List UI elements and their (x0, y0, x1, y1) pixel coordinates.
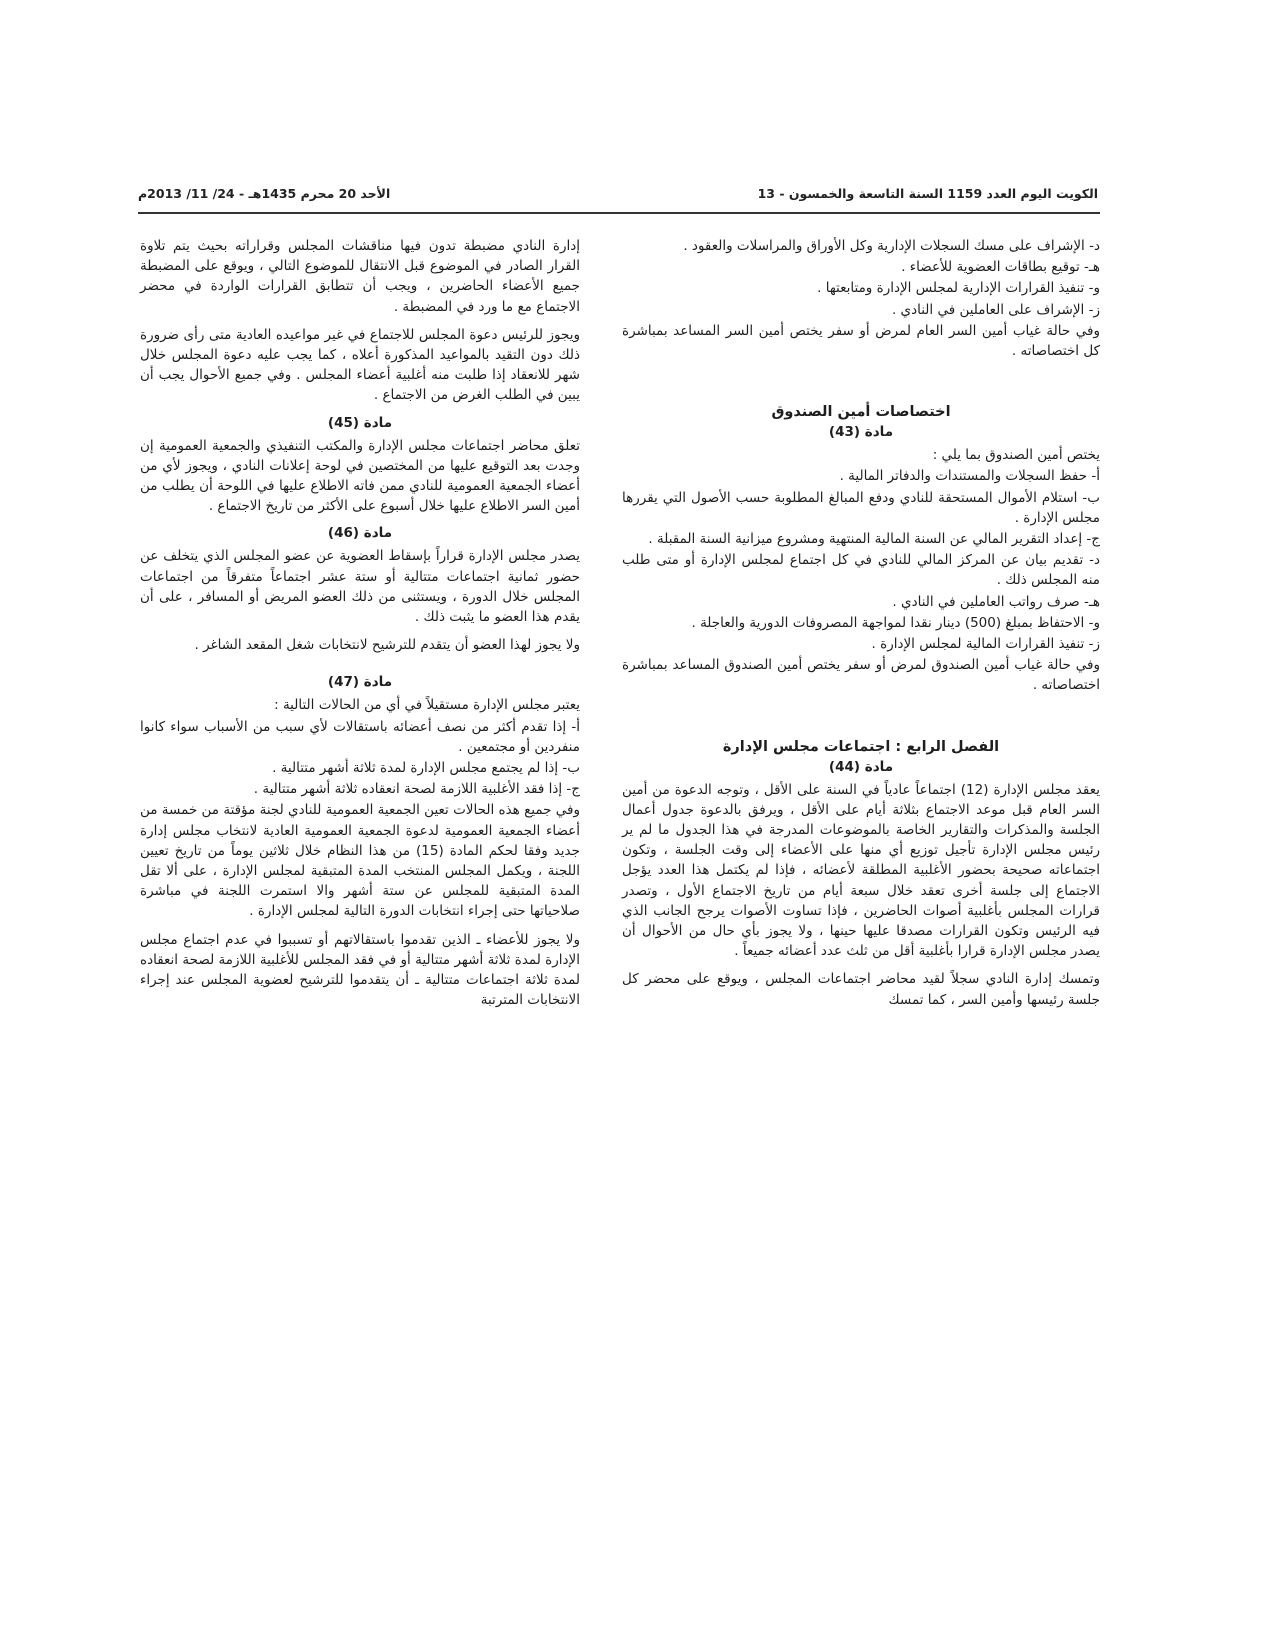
list-item: د- تقديم بيان عن المركز المالي للنادي في كل اجتماع لمجلس الإدارة أو متى طلب منه المجلس ذلك . (622, 552, 1100, 589)
page-header (138, 186, 1098, 212)
list-item: أ- إذا تقدم أكثر من نصف أعضائه باستقالات لأي سبب من الأسباب سواء كانوا منفردين أو مجتمعين . (140, 718, 580, 755)
article-label-43: مادة (43) (828, 424, 894, 441)
list-item: وفي حالة غياب أمين الصندوق لمرض أو سفر يختص أمين الصندوق المساعد بمباشرة اختصاصاته . (622, 657, 1100, 694)
article-text: يعقد مجلس الإدارة (12) اجتماعاً عادياً في السنة على الأقل ، وتوجه الدعوة من أمين السر العام قبل موعد الاجتماع بثلاثة أيام على الأقل ، ويرفق بالدعوة جدول أعمال الجلسة والمذكرات والتقارير الخاصة بالموضوعات المدرجة في هذا الجدول ما لم ير رئيس مجلس الإدارة تأجيل توزيع أي منها على الأعضاء إلى وقت الجلسة ، وتكون اجتماعاته صحيحة بحضور الأغلبية المطلقة لأعضائه ، فإذا لم يكتمل هذا العدد يؤجل الاجتماع إلى جلسة أخرى تعقد خلال سبعة أيام من تاريخ الاجتماع الأول ، وتصدر قرارات المجلس بأغلبية أصوات الحاضرين ، فإذا تساوت الأصوات يرجح الجانب الذي فيه الرئيس وتكون القرارات مصدقا عليها حينها ، ولا يجوز بأي حال من الأحوال أن يصدر مجلس الإدارة قرارا بأغلبية أقل من ثلث عدد أعضائه جميعاً . (622, 781, 1100, 960)
list-item: د- الإشراف على مسك السجلات الإدارية وكل الأوراق والمراسلات والعقود . (683, 238, 1100, 254)
article-label-47: مادة (47) (327, 674, 393, 691)
list-item: و- الاحتفاظ بمبلغ (500) دينار نقدا لمواجهة المصروفات الدورية والعاجلة . (691, 614, 1100, 631)
list-item: هـ- صرف رواتب العاملين في النادي . (892, 593, 1100, 610)
article-text: ولا يجوز لهذا العضو أن يتقدم للترشيح لانتخابات شغل المقعد الشاغر . (194, 637, 580, 654)
header-date: الأحد 20 محرم 1435هـ - 24/ 11/ 2013م (138, 186, 391, 201)
list-item: ز- الإشراف على العاملين في النادي . (891, 301, 1100, 318)
list-item: ج- إذا فقد الأغلبية اللازمة لصحة انعقاده ثلاثة أشهر متتالية . (253, 781, 580, 798)
article-text: وفي جميع هذه الحالات تعين الجمعية العمومية للنادي لجنة مؤقتة من خمسة من أعضاء الجمعية العمومية لدعوة الجمعية العمومية العادية لانتخاب مجلس إدارة جديد وفقا لحكم المادة (15) من هذا النظام خلال ثلاثين يوماً من تاريخ تعيين اللجنة ، ويكمل المجلس المنتخب المدة المتبقية لمجلس الإدارة ، على ألا تقل المدة المتبقية للمجلس عن ستة أشهر والا استمرت اللجنة في مباشرة صلاحياتها حتى إجراء انتخابات الدورة التالية لمجلس الإدارة . (140, 802, 580, 920)
article-text: يصدر مجلس الإدارة قراراً بإسقاط العضوية عن عضو المجلس الذي يتخلف عن حضور ثمانية اجتماعات متتالية أو ستة عشر اجتماعاً متفرقاً من اجتماعات المجلس خلال الدورة ، ويستثنى من ذلك العضو المريض أو المسافر ، على أن يقدم هذا العضو ما يثبت ذلك . (140, 548, 580, 626)
right-column (622, 236, 1100, 1018)
article-intro: يعتبر مجلس الإدارة مستقيلاً في أي من الحالات التالية : (274, 697, 580, 714)
article-label-44: مادة (44) (828, 758, 894, 775)
paragraph: ويجوز للرئيس دعوة المجلس للاجتماع في غير مواعيده العادية متى رأى ضرورة ذلك دون التقيد بالمواعيد المذكورة أعلاه ، كما يجب عليه دعوة المجلس خلال شهر للانعقاد إذا طلبت منه أغلبية أعضاء المجلس . وفي جميع الأحوال يجب أن يبين في الطلب الغرض من الاجتماع . (140, 326, 580, 404)
list-item: ب- إذا لم يجتمع مجلس الإدارة لمدة ثلاثة أشهر متتالية . (272, 760, 580, 777)
spacer (622, 362, 1100, 396)
article-label-45: مادة (45) (327, 414, 393, 431)
list-item: ج- إعداد التقرير المالي عن السنة المالية المنتهية ومشروع ميزانية السنة المقبلة . (648, 531, 1100, 548)
list-item: و- تنفيذ القرارات الإدارية لمجلس الإدارة ومتابعتها . (817, 280, 1100, 297)
header-issue-info: الكويت اليوم العدد 1159 السنة التاسعة والخمسون - 13 (757, 186, 1098, 201)
section-heading-treasurer: اختصاصات أمين الصندوق (771, 404, 951, 421)
spacer (622, 697, 1100, 731)
article-text: وتمسك إدارة النادي سجلاً لقيد محاضر اجتماعات المجلس ، ويوقع على محضر كل جلسة رئيسها وأمين السر ، كما تمسك (622, 971, 1100, 1008)
article-text: ولا يجوز للأعضاء ـ الذين تقدموا باستقالاتهم أو تسببوا في عدم اجتماع مجلس الإدارة لمدة ثلاثة أشهر متتالية أو في فقد المجلس للأغلبية اللازمة لصحة انعقاده لمدة ثلاثة اجتماعات متتالية ـ أن يتقدموا للترشيح لعضوية المجلس عند إجراء الانتخابات المترتبة (140, 931, 580, 1009)
spacer (140, 663, 580, 673)
list-item: وفي حالة غياب أمين السر العام لمرض أو سفر يختص أمين السر المساعد بمباشرة كل اختصاصاته . (622, 322, 1100, 360)
list-item: هـ- توقيع بطاقات العضوية للأعضاء . (901, 259, 1100, 276)
chapter-heading: الفصل الرابع : اجتماعات مجلس الإدارة (722, 738, 1000, 755)
list-item: ز- تنفيذ القرارات المالية لمجلس الإدارة . (871, 636, 1100, 653)
list-item: أ- حفظ السجلات والمستندات والدفاتر المالية . (839, 468, 1100, 485)
article-intro: يختص أمين الصندوق بما يلي : (932, 447, 1100, 464)
list-item: ب- استلام الأموال المستحقة للنادي ودفع المبالغ المطلوبة حسب الأصول التي يقررها مجلس الإدارة . (622, 489, 1100, 526)
header-rule (138, 212, 1100, 214)
paragraph: إدارة النادي مضبطة تدون فيها مناقشات المجلس وقراراته بحيث يتم تلاوة القرار الصادر في الموضوع قبل الانتقال للموضوع التالي ، ويوقع على المضبطة جميع الأعضاء الحاضرين ، ويجب أن تتطابق القرارات الواردة في محضر الاجتماع مع ما ورد في المضبطة . (140, 238, 580, 315)
article-text: تعلق محاضر اجتماعات مجلس الإدارة والمكتب التنفيذي والجمعية العمومية إن وجدت بعد التوقيع عليها من المختصين في لوحة إعلانات النادي ، ويجوز لأي من أعضاء الجمعية العمومية للنادي ممن فاته الاطلاع عليها في اللوحة أن يطلب من أمين السر الاطلاع عليها خلال أسبوع على الأكثر من تاريخ الاجتماع . (140, 437, 580, 515)
left-column (140, 236, 580, 1019)
article-label-46: مادة (46) (327, 525, 393, 542)
